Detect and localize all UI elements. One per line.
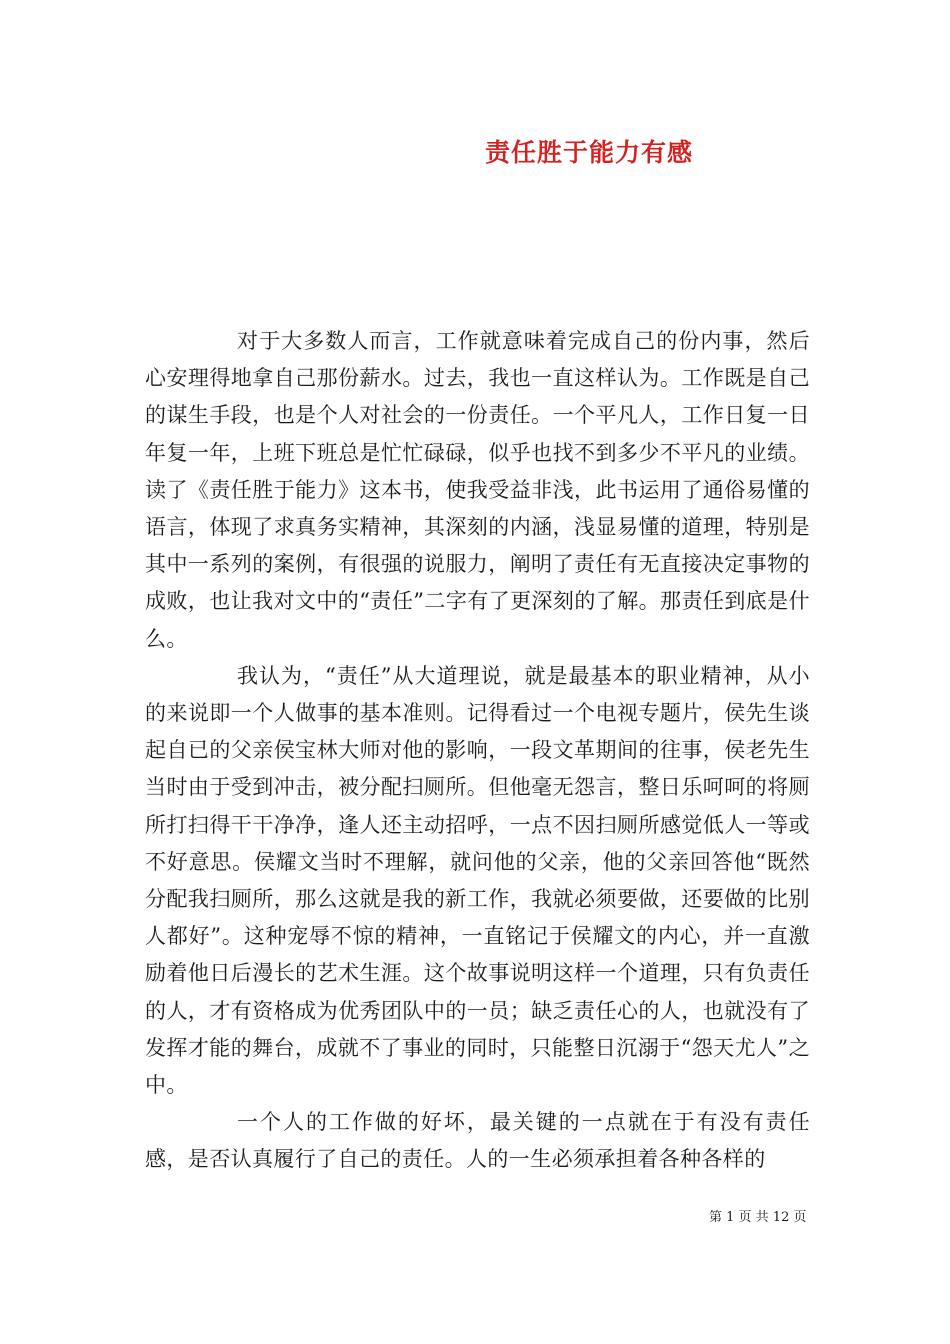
paragraph-3: 一个人的工作做的好坏，最关键的一点就在于有没有责任感，是否认真履行了自己的责任。人的一生必须承担着各种各样的: [145, 1110, 810, 1172]
paragraph-1: 对于大多数人而言，工作就意味着完成自己的份内事，然后心安理得地拿自己那份薪水。过去，我也一直这样认为。工作既是自己的谋生手段，也是个人对社会的一份责任。一个平凡人，工作日复一日年复一年，上班下班总是忙忙碌碌，似乎也找不到多少不平凡的业绩。读了《责任胜于能力》这本书，使我受益非浅，此书运用了通俗易懂的语言，体现了求真务实精神，其深刻的内涵，浅显易懂的道理，特别是其中一系列的案例，有很强的说服力，阐明了责任有无直接决定事物的成败，也让我对文中的“责任”二字有了更深刻的了解。那责任到底是什么。: [145, 329, 810, 651]
page-title: 责任胜于能力有感: [484, 138, 693, 167]
page-number-footer: 第 1 页 共 12 页: [709, 1210, 807, 1225]
document-body: [145, 323, 810, 1179]
paragraph-2: 我认为，“责任”从大道理说，就是最基本的职业精神，从小的来说即一个人做事的基本准则。记得看过一个电视专题片，侯先生谈起自已的父亲侯宝林大师对他的影响，一段文革期间的往事，侯老先生当时由于受到冲击，被分配扫厕所。但他毫无怨言，整日乐呵呵的将厕所打扫得干干净净，逢人还主动招呼，一点不因扫厕所感觉低人一等或不好意思。侯耀文当时不理解，就问他的父亲，他的父亲回答他“既然分配我扫厕所，那么这就是我的新工作，我就必须要做，还要做的比别人都好”。这种宠辱不惊的精神，一直铭记于侯耀文的内心，并一直激励着他日后漫长的艺术生涯。这个故事说明这样一个道理，只有负责任的人，才有资格成为优秀团队中的一员；缺乏责任心的人，也就没有了发挥才能的舞台，成就不了事业的同时，只能整日沉溺于“怨天尤人”之中。: [145, 663, 810, 1098]
